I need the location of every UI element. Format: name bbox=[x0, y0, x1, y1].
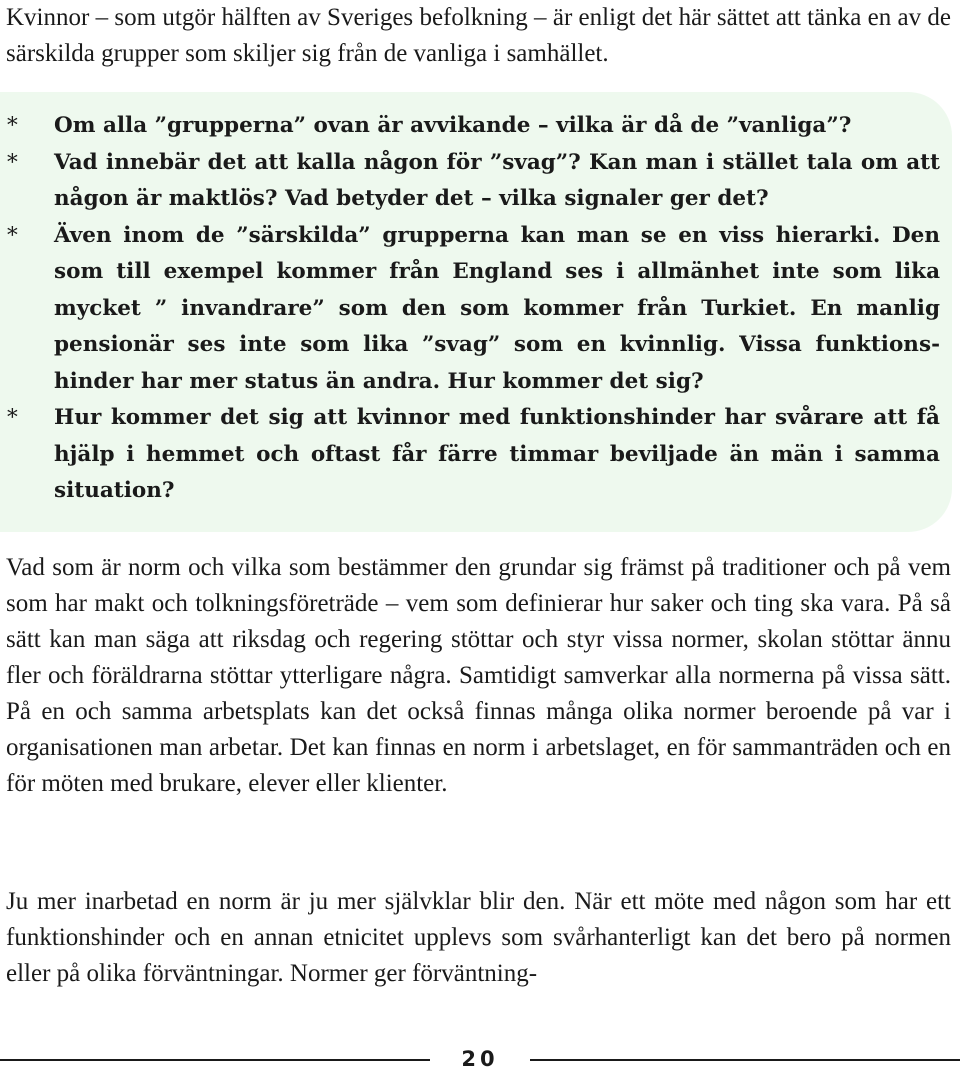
question-item bbox=[0, 218, 952, 401]
page-number: 20 bbox=[461, 1047, 499, 1071]
question-text: Vad innebär det att kalla någon för ”svag”? Kan man i stället tala om att någon är maktlös? Vad betyder det – vilka signaler ger det? bbox=[54, 149, 940, 211]
question-callout-box bbox=[0, 92, 952, 532]
asterisk-bullet-icon: * bbox=[7, 405, 18, 430]
body-paragraph-expectations: Ju mer inarbetad en norm är ju mer självklar blir den. När ett möte med någon som har ett funktionshinder och en annan etnicitet upplevs som svårhanterligt kan det bero på normen eller på olika förväntningar. Normer ger förväntning- bbox=[6, 888, 951, 987]
question-text: Hur kommer det sig att kvinnor med funktionshinder har svårare att få hjälp i hemmet och oftast får färre timmar beviljade än män i samma situation? bbox=[54, 405, 940, 503]
question-item bbox=[0, 145, 952, 218]
question-item bbox=[0, 400, 952, 510]
question-item bbox=[0, 108, 952, 145]
body-paragraph-norms: Vad som är norm och vilka som bestämmer den grundar sig främst på traditioner och på vem som har makt och tolkningsföreträde – vem som definierar hur saker och ting ska vara. På så sätt kan man säga att riksdag och regering stöttar och styr vissa normer, skolan stöttar ännu fler och föräldrarna stöttar ytterligare några. Samtidigt samverkar alla normerna på vissa sätt. På en och samma arbetsplats kan det också finnas många olika normer beroende på var i organisationen man arbetar. Det kan finnas en norm i arbetslaget, en för sammanträden och en för möten med brukare, elever eller klienter. bbox=[6, 554, 951, 797]
footer-rule-right bbox=[530, 1059, 960, 1061]
asterisk-bullet-icon: * bbox=[7, 113, 18, 138]
intro-paragraph: Kvinnor – som utgör hälften av Sveriges befolkning – är enligt det här sättet att tänka en av de särskilda grupper som skiljer sig från de vanliga i samhället. bbox=[6, 4, 951, 67]
footer-rule-left bbox=[0, 1059, 430, 1061]
asterisk-bullet-icon: * bbox=[7, 149, 18, 175]
question-text: Om alla ”grupperna” ovan är avvikande – vilka är då de ”vanliga”? bbox=[54, 113, 852, 138]
question-text: Även inom de ”särskilda” grupperna kan man se en viss hierarki. Den som till exempel kommer från England ses i allmänhet inte som lika mycket ” invandrare” som den som kommer från Turkiet. En manlig pensionär ses inte som lika ”svag” som en kvinnlig. Vissa funktionshinder har mer status än andra. Hur kommer det sig? bbox=[54, 222, 940, 394]
asterisk-bullet-icon: * bbox=[7, 222, 18, 248]
page-footer bbox=[0, 1046, 960, 1070]
question-list bbox=[0, 108, 952, 510]
